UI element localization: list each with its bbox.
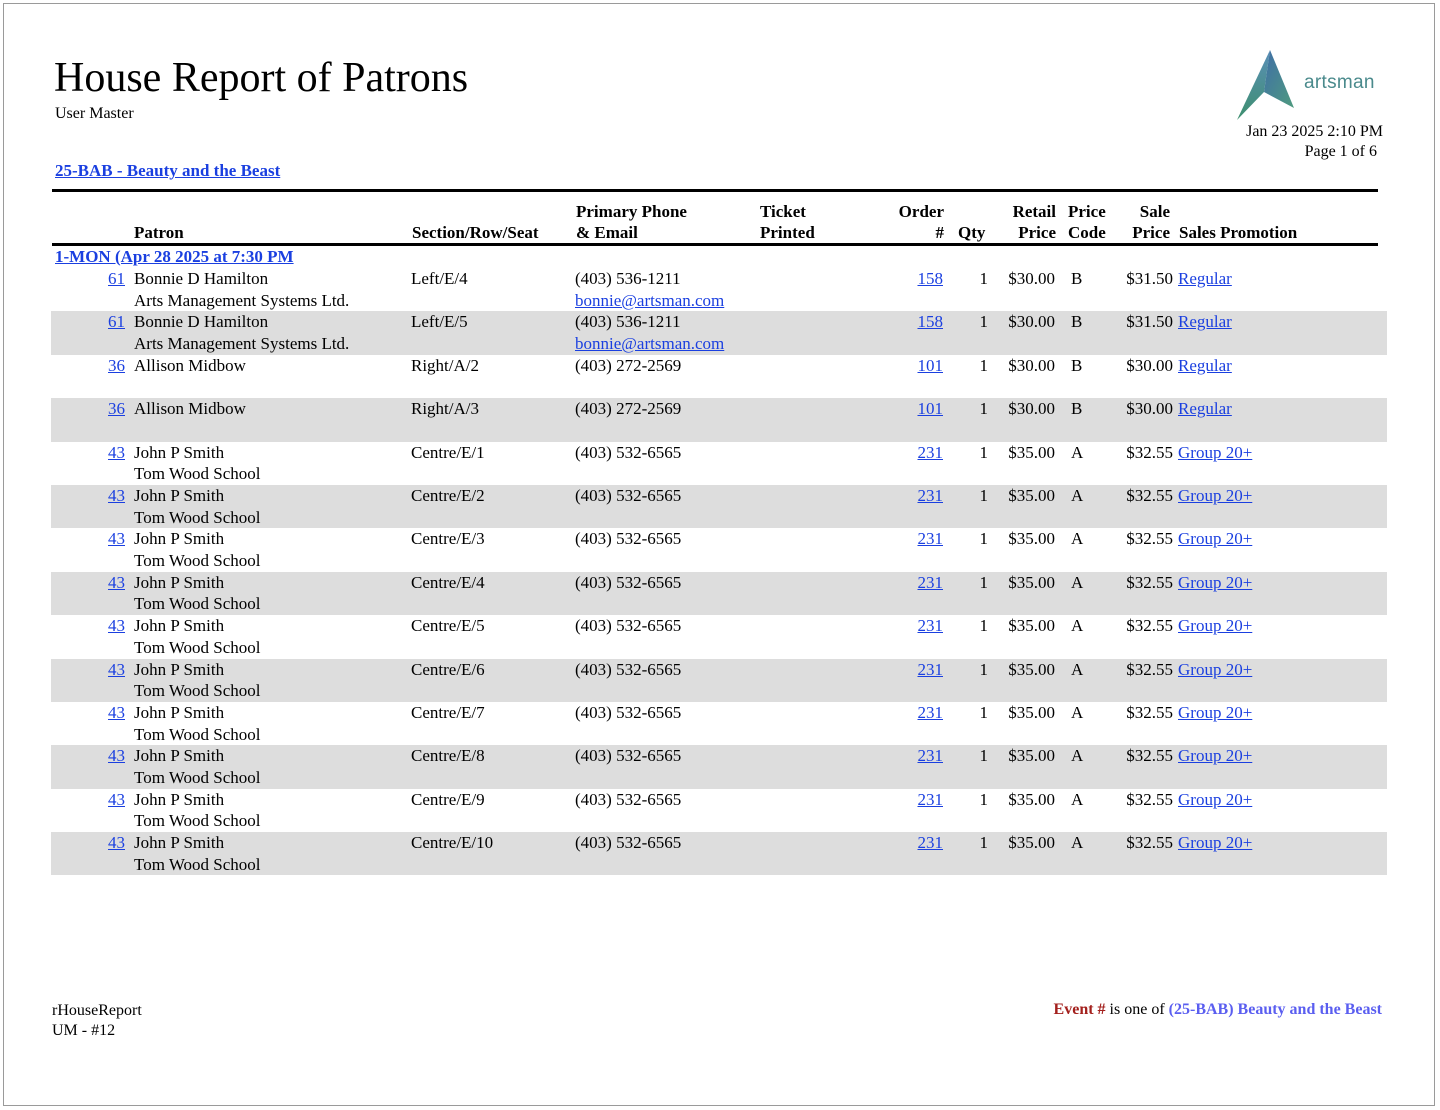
event-title[interactable]: [55, 161, 280, 181]
primary-phone-cell: (403) 532-6565: [575, 833, 682, 853]
patron-id-link[interactable]: 36: [108, 399, 125, 419]
criteria-value: (25-BAB) Beauty and the Beast: [1168, 1001, 1382, 1018]
primary-phone-cell: (403) 532-6565: [575, 746, 682, 766]
patron-id-link-cell[interactable]: [51, 789, 125, 811]
patron-organization-cell: Tom Wood School: [134, 724, 261, 744]
seat-location-cell: Centre/E/10: [411, 833, 494, 853]
quantity-cell: 1: [979, 833, 988, 853]
patron-name-cell: John P Smith: [134, 485, 225, 505]
primary-phone-cell: (403) 532-6565: [575, 572, 682, 592]
quantity-cell: 1: [979, 399, 988, 419]
seat-location-cell: Right/A/2: [411, 355, 480, 375]
order-number-link[interactable]: 101: [917, 399, 943, 419]
sales-promotion-link[interactable]: Regular: [1178, 269, 1232, 288]
order-number-link-cell[interactable]: [893, 832, 943, 854]
table-row: [51, 355, 1387, 398]
patron-name-cell: Allison Midbow: [134, 399, 246, 419]
sale-price-cell: $31.50: [1126, 269, 1173, 288]
seat-location-cell: Centre/E/2: [411, 485, 485, 505]
patron-id-link[interactable]: 43: [108, 746, 125, 766]
patron-id-link[interactable]: 61: [108, 312, 125, 332]
col-header-sale-price: Sale Price: [1132, 202, 1170, 242]
seat-location-cell: Right/A/3: [411, 399, 480, 419]
patron-id-link-cell[interactable]: [51, 355, 125, 377]
footer-report-id: UM - #12: [52, 1022, 116, 1039]
price-code-cell: A: [1071, 789, 1084, 809]
patron-organization-cell: Tom Wood School: [134, 594, 261, 614]
order-number-link-cell[interactable]: [893, 485, 943, 507]
patron-id-link-cell[interactable]: [51, 398, 125, 420]
seat-location-cell: Centre/E/5: [411, 616, 485, 636]
primary-phone-cell: (403) 532-6565: [575, 616, 682, 636]
price-code-cell: A: [1071, 529, 1084, 549]
table-row: [51, 789, 1387, 832]
sales-promotion-link-cell[interactable]: [1178, 615, 1252, 637]
patron-id-link-cell[interactable]: [51, 268, 125, 290]
patron-id-link-cell[interactable]: [51, 485, 125, 507]
patron-name-cell: John P Smith: [134, 442, 225, 462]
sales-promotion-link[interactable]: Group 20+: [1178, 702, 1253, 722]
sale-price-cell: $32.55: [1126, 442, 1173, 462]
seat-location-cell: Centre/E/4: [411, 572, 485, 592]
seat-location-cell: Centre/E/9: [411, 789, 485, 809]
retail-price-cell: $35.00: [1008, 485, 1055, 505]
criteria-label: Event #: [1053, 1001, 1106, 1018]
sale-price-cell: $31.50: [1126, 312, 1173, 332]
order-number-link-cell[interactable]: [893, 745, 943, 767]
sale-price-cell: $32.55: [1126, 659, 1173, 679]
sale-price-cell: $32.55: [1126, 833, 1173, 853]
table-row: [51, 745, 1387, 788]
patron-id-link[interactable]: 43: [108, 572, 125, 592]
sales-promotion-link-cell[interactable]: [1178, 268, 1232, 290]
patron-name-cell: John P Smith: [134, 789, 225, 809]
patron-organization-cell: Tom Wood School: [134, 507, 261, 527]
quantity-cell: 1: [979, 269, 988, 288]
patron-id-link[interactable]: 43: [108, 833, 125, 853]
quantity-cell: 1: [979, 746, 988, 766]
price-code-cell: A: [1071, 442, 1084, 462]
primary-phone-cell: (403) 532-6565: [575, 529, 682, 549]
sales-promotion-link-cell[interactable]: [1178, 572, 1252, 594]
col-header-order: Order #: [898, 202, 944, 242]
order-number-link[interactable]: 231: [917, 659, 943, 679]
quantity-cell: 1: [979, 789, 988, 809]
primary-phone-cell: (403) 536-1211: [575, 269, 681, 288]
sales-promotion-link-cell[interactable]: [1178, 789, 1252, 811]
col-header-ticket-printed: Ticket Printed: [760, 202, 815, 242]
retail-price-cell: $35.00: [1008, 529, 1055, 549]
patron-id-link[interactable]: 43: [108, 529, 125, 549]
primary-phone-cell: (403) 532-6565: [575, 485, 682, 505]
performance-link[interactable]: 1-MON (Apr 28 2025 at 7:30 PM: [55, 247, 294, 266]
table-row: [51, 832, 1387, 875]
quantity-cell: 1: [979, 659, 988, 679]
patron-id-link[interactable]: 43: [108, 702, 125, 722]
order-number-link[interactable]: 231: [917, 485, 943, 505]
sales-promotion-link[interactable]: Group 20+: [1178, 789, 1253, 809]
sales-promotion-link-cell[interactable]: [1178, 398, 1232, 420]
patron-organization-cell: Tom Wood School: [134, 551, 261, 571]
retail-price-cell: $35.00: [1008, 442, 1055, 462]
patron-id-link-cell[interactable]: [51, 442, 125, 464]
quantity-cell: 1: [979, 616, 988, 636]
order-number-link-cell[interactable]: [893, 615, 943, 637]
retail-price-cell: $30.00: [1008, 269, 1055, 288]
sales-promotion-link-cell[interactable]: [1178, 442, 1252, 464]
quantity-cell: 1: [979, 572, 988, 592]
order-number-link-cell[interactable]: [893, 398, 943, 420]
sales-promotion-link[interactable]: Group 20+: [1178, 485, 1253, 505]
sales-promotion-link[interactable]: Regular: [1178, 399, 1232, 419]
sales-promotion-link-cell[interactable]: [1178, 832, 1252, 854]
patron-organization-cell: Tom Wood School: [134, 767, 261, 787]
patron-id-link-cell[interactable]: [51, 832, 125, 854]
patron-id-link-cell[interactable]: [51, 745, 125, 767]
patron-name-cell: John P Smith: [134, 833, 225, 853]
price-code-cell: A: [1071, 746, 1084, 766]
sale-price-cell: $32.55: [1126, 529, 1173, 549]
seat-location-cell: Left/E/5: [411, 312, 468, 332]
patron-name-cell: Allison Midbow: [134, 355, 246, 375]
order-number-link-cell[interactable]: [893, 789, 943, 811]
retail-price-cell: $35.00: [1008, 702, 1055, 722]
header-bottom-rule: [52, 243, 1378, 246]
retail-price-cell: $30.00: [1008, 399, 1055, 419]
quantity-cell: 1: [979, 312, 988, 332]
price-code-cell: A: [1071, 659, 1084, 679]
seat-location-cell: Centre/E/6: [411, 659, 485, 679]
primary-phone-cell: (403) 532-6565: [575, 789, 682, 809]
sales-promotion-link-cell[interactable]: [1178, 659, 1252, 681]
patron-organization-cell: Arts Management Systems Ltd.: [134, 334, 350, 354]
order-number-link-cell[interactable]: [893, 659, 943, 681]
price-code-cell: A: [1071, 702, 1084, 722]
sales-promotion-link[interactable]: Group 20+: [1178, 572, 1253, 592]
performance-heading[interactable]: [55, 247, 294, 267]
quantity-cell: 1: [979, 485, 988, 505]
retail-price-cell: $35.00: [1008, 572, 1055, 592]
sale-price-cell: $30.00: [1126, 399, 1173, 419]
sale-price-cell: $30.00: [1126, 355, 1173, 375]
seat-location-cell: Centre/E/8: [411, 746, 485, 766]
quantity-cell: 1: [979, 702, 988, 722]
table-row: [51, 572, 1387, 615]
report-title: House Report of Patrons: [54, 55, 469, 101]
order-number-link[interactable]: 231: [917, 529, 943, 549]
price-code-cell: A: [1071, 616, 1084, 636]
primary-phone-cell: (403) 536-1211: [575, 312, 681, 332]
page-number: Page 1 of 6: [1304, 143, 1377, 160]
artsman-logo-text: artsman: [1304, 72, 1375, 93]
retail-price-cell: $30.00: [1008, 312, 1055, 332]
patron-table: [51, 268, 1387, 875]
header-top-rule: [52, 189, 1378, 192]
order-number-link[interactable]: 231: [917, 442, 943, 462]
footer-report-name: rHouseReport: [52, 1002, 142, 1019]
criteria-operator: is one of: [1109, 1001, 1165, 1018]
patron-id-link[interactable]: 43: [108, 442, 125, 462]
patron-id-link[interactable]: 43: [108, 485, 125, 505]
sale-price-cell: $32.55: [1126, 485, 1173, 505]
sale-price-cell: $32.55: [1126, 616, 1173, 636]
sales-promotion-link[interactable]: Group 20+: [1178, 616, 1253, 636]
order-number-link-cell[interactable]: [893, 442, 943, 464]
table-row: [51, 442, 1387, 485]
table-row: [51, 311, 1387, 354]
primary-phone-cell: (403) 532-6565: [575, 442, 682, 462]
patron-id-link-cell[interactable]: [51, 702, 125, 724]
event-title-link[interactable]: 25-BAB - Beauty and the Beast: [55, 161, 281, 180]
order-number-link[interactable]: 101: [917, 355, 943, 375]
email-link-cell[interactable]: [575, 290, 724, 312]
primary-phone-cell: (403) 272-2569: [575, 355, 682, 375]
table-row: [51, 528, 1387, 571]
patron-id-link[interactable]: 43: [108, 616, 125, 636]
table-row: [51, 702, 1387, 745]
patron-name-cell: John P Smith: [134, 616, 225, 636]
sales-promotion-link-cell[interactable]: [1178, 355, 1232, 377]
sales-promotion-link-cell[interactable]: [1178, 528, 1252, 550]
order-number-link[interactable]: 231: [917, 833, 943, 853]
order-number-link-cell[interactable]: [893, 572, 943, 594]
patron-organization-cell: Arts Management Systems Ltd.: [134, 290, 350, 310]
patron-id-link-cell[interactable]: [51, 311, 125, 333]
table-row: [51, 615, 1387, 658]
report-user: User Master: [55, 105, 134, 122]
retail-price-cell: $35.00: [1008, 659, 1055, 679]
sales-promotion-link-cell[interactable]: [1178, 702, 1252, 724]
sales-promotion-link[interactable]: Regular: [1178, 312, 1232, 332]
patron-id-link-cell[interactable]: [51, 615, 125, 637]
retail-price-cell: $35.00: [1008, 833, 1055, 853]
seat-location-cell: Centre/E/3: [411, 529, 485, 549]
seat-location-cell: Centre/E/1: [411, 442, 485, 462]
sales-promotion-link[interactable]: Group 20+: [1178, 442, 1253, 462]
price-code-cell: B: [1071, 269, 1083, 288]
sale-price-cell: $32.55: [1126, 572, 1173, 592]
sale-price-cell: $32.55: [1126, 789, 1173, 809]
sale-price-cell: $32.55: [1126, 702, 1173, 722]
table-row: [51, 485, 1387, 528]
order-number-link[interactable]: 231: [917, 702, 943, 722]
col-header-patron: Patron: [134, 223, 184, 242]
col-header-qty: Qty: [958, 223, 986, 242]
patron-id-link-cell[interactable]: [51, 528, 125, 550]
patron-name-cell: John P Smith: [134, 572, 225, 592]
patron-name-cell: John P Smith: [134, 659, 225, 679]
patron-name-cell: Bonnie D Hamilton: [134, 269, 269, 288]
patron-id-link[interactable]: 36: [108, 355, 125, 375]
patron-name-cell: John P Smith: [134, 746, 225, 766]
footer-criteria: [1054, 1001, 1382, 1019]
quantity-cell: 1: [979, 355, 988, 375]
retail-price-cell: $35.00: [1008, 746, 1055, 766]
sales-promotion-link[interactable]: Group 20+: [1178, 833, 1253, 853]
price-code-cell: A: [1071, 485, 1084, 505]
retail-price-cell: $30.00: [1008, 355, 1055, 375]
email-link[interactable]: bonnie@artsman.com: [575, 290, 725, 310]
sales-promotion-link[interactable]: Regular: [1178, 355, 1232, 375]
patron-id-link-cell[interactable]: [51, 572, 125, 594]
price-code-cell: B: [1071, 312, 1083, 332]
patron-id-link[interactable]: 43: [108, 789, 125, 809]
sales-promotion-link[interactable]: Group 20+: [1178, 746, 1253, 766]
order-number-link-cell[interactable]: [893, 268, 943, 290]
price-code-cell: A: [1071, 572, 1084, 592]
order-number-link-cell[interactable]: [893, 311, 943, 333]
table-row: [51, 659, 1387, 702]
patron-id-link-cell[interactable]: [51, 659, 125, 681]
order-number-link[interactable]: 158: [917, 312, 943, 332]
patron-name-cell: Bonnie D Hamilton: [134, 312, 269, 332]
price-code-cell: B: [1071, 399, 1083, 419]
seat-location-cell: Centre/E/7: [411, 702, 485, 722]
order-number-link-cell[interactable]: [893, 355, 943, 377]
primary-phone-cell: (403) 272-2569: [575, 399, 682, 419]
col-header-seat: Section/Row/Seat: [412, 223, 539, 242]
col-header-retail-price: Retail Price: [1012, 202, 1056, 242]
patron-organization-cell: Tom Wood School: [134, 464, 261, 484]
sales-promotion-link[interactable]: Group 20+: [1178, 529, 1253, 549]
patron-id-link[interactable]: 61: [108, 269, 125, 288]
patron-organization-cell: Tom Wood School: [134, 637, 261, 657]
order-number-link[interactable]: 231: [917, 572, 943, 592]
email-link-cell[interactable]: [575, 333, 724, 355]
sale-price-cell: $32.55: [1126, 746, 1173, 766]
sales-promotion-link-cell[interactable]: [1178, 311, 1232, 333]
sales-promotion-link[interactable]: Group 20+: [1178, 659, 1253, 679]
retail-price-cell: $35.00: [1008, 789, 1055, 809]
email-link[interactable]: bonnie@artsman.com: [575, 334, 725, 354]
price-code-cell: B: [1071, 355, 1083, 375]
order-number-link[interactable]: 231: [917, 746, 943, 766]
order-number-link[interactable]: 231: [917, 789, 943, 809]
primary-phone-cell: (403) 532-6565: [575, 702, 682, 722]
col-header-phone: Primary Phone & Email: [576, 202, 687, 242]
patron-organization-cell: Tom Wood School: [134, 681, 261, 701]
order-number-link-cell[interactable]: [893, 702, 943, 724]
patron-organization-cell: Tom Wood School: [134, 854, 261, 874]
col-header-price-code: Price Code: [1068, 202, 1106, 242]
table-row: [51, 398, 1387, 441]
col-header-sales-promotion: Sales Promotion: [1179, 223, 1298, 242]
footer-report-info: [52, 1001, 142, 1041]
quantity-cell: 1: [979, 442, 988, 462]
seat-location-cell: Left/E/4: [411, 269, 468, 288]
patron-id-link[interactable]: 43: [108, 659, 125, 679]
order-number-link-cell[interactable]: [893, 528, 943, 550]
sales-promotion-link-cell[interactable]: [1178, 745, 1252, 767]
report-date: Jan 23 2025 2:10 PM: [1246, 123, 1383, 140]
order-number-link[interactable]: 158: [917, 269, 943, 288]
retail-price-cell: $35.00: [1008, 616, 1055, 636]
table-row: [51, 268, 1387, 311]
order-number-link[interactable]: 231: [917, 616, 943, 636]
quantity-cell: 1: [979, 529, 988, 549]
sales-promotion-link-cell[interactable]: [1178, 485, 1252, 507]
price-code-cell: A: [1071, 833, 1084, 853]
primary-phone-cell: (403) 532-6565: [575, 659, 682, 679]
patron-name-cell: John P Smith: [134, 529, 225, 549]
patron-name-cell: John P Smith: [134, 702, 225, 722]
patron-organization-cell: Tom Wood School: [134, 811, 261, 831]
